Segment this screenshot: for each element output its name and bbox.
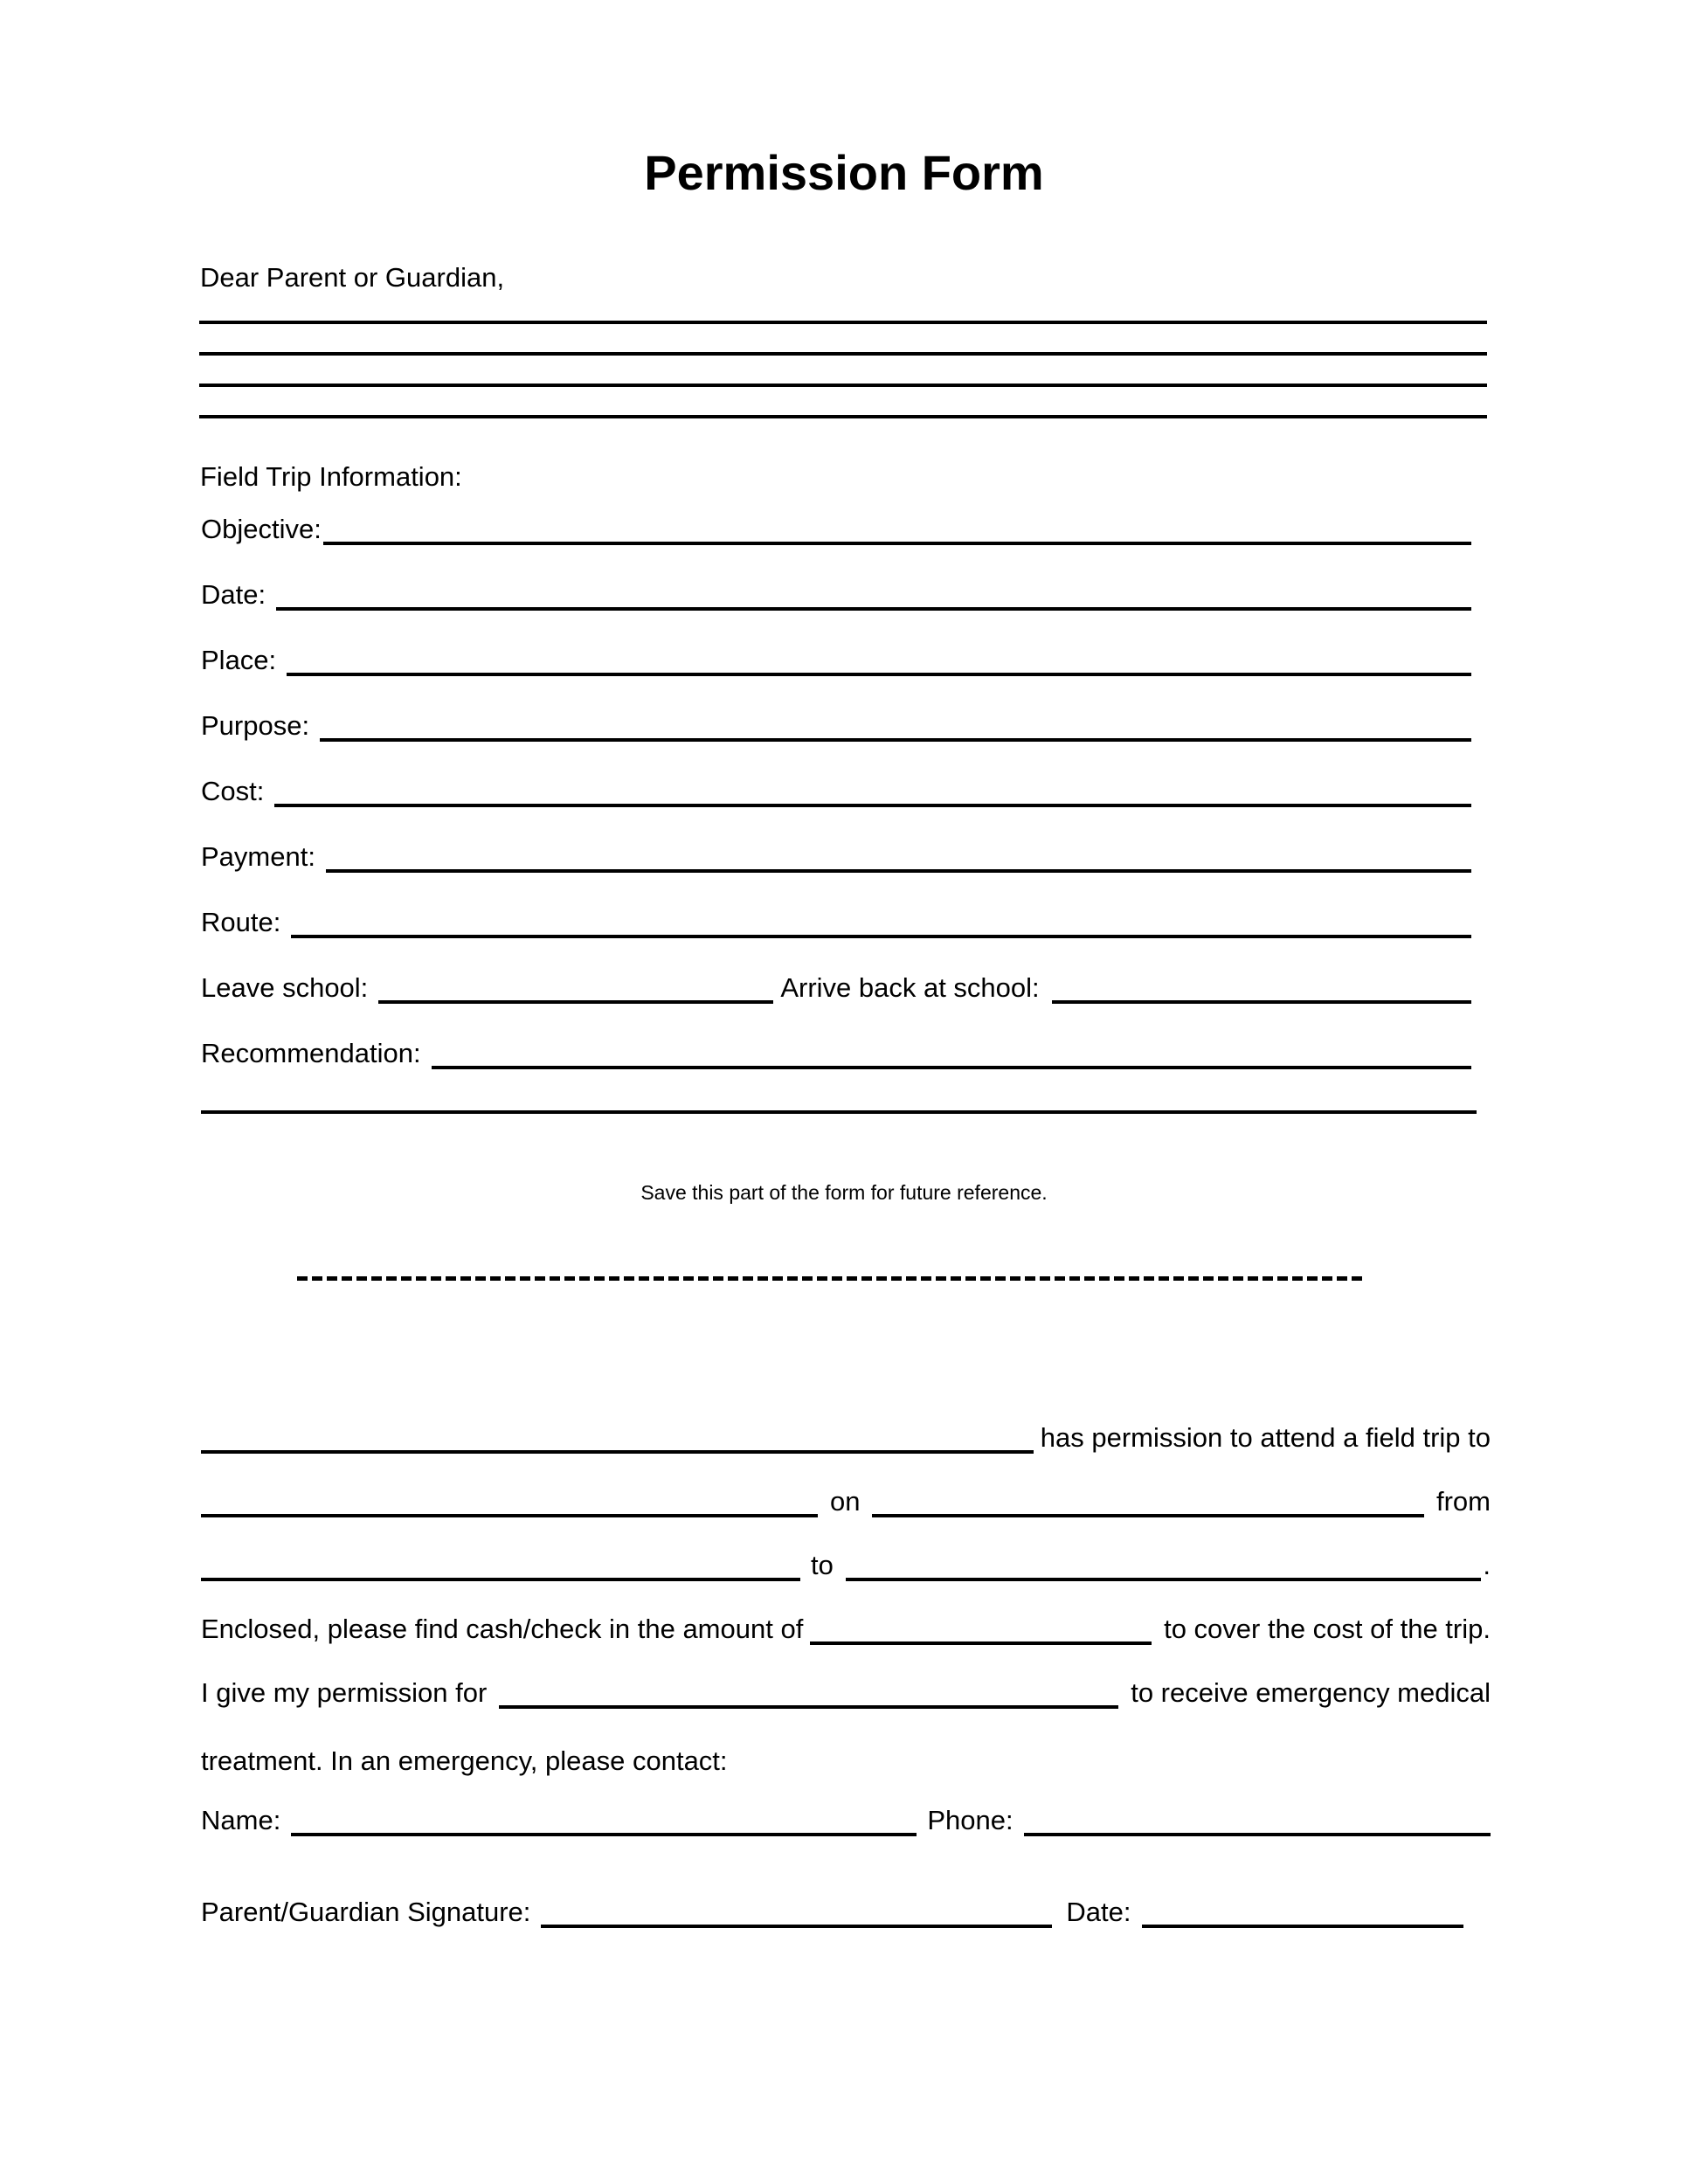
- on-word: on: [830, 1486, 861, 1517]
- from-word: from: [1436, 1486, 1491, 1517]
- contact-phone-blank[interactable]: [1024, 1801, 1491, 1836]
- enclosed-before-text: Enclosed, please find cash/check in the amount of: [201, 1614, 804, 1645]
- objective-row: [201, 510, 1471, 545]
- medical-before-text: I give my permission for: [201, 1677, 488, 1709]
- place-row: [201, 641, 1471, 676]
- save-note: Save this part of the form for future reference.: [640, 1181, 1048, 1204]
- cost-label: Cost:: [201, 776, 265, 807]
- signature-label: Parent/Guardian Signature:: [201, 1897, 531, 1928]
- arrive-back-field-blank[interactable]: [1052, 969, 1471, 1004]
- objective-label: Objective:: [201, 514, 322, 545]
- salutation: Dear Parent or Guardian,: [200, 262, 505, 293]
- page-title: Permission Form: [644, 145, 1044, 200]
- recommendation-label: Recommendation:: [201, 1038, 421, 1069]
- destination-blank[interactable]: [201, 1482, 818, 1517]
- cost-field-blank[interactable]: [274, 772, 1471, 807]
- signature-date-blank[interactable]: [1142, 1893, 1463, 1928]
- place-label: Place:: [201, 645, 277, 676]
- field-trip-heading: Field Trip Information:: [200, 461, 462, 492]
- medical-permission-row: [201, 1674, 1491, 1709]
- recommendation-field-blank[interactable]: [432, 1034, 1471, 1069]
- to-word: to: [811, 1550, 834, 1581]
- permission-line-text: has permission to attend a field trip to: [1040, 1422, 1491, 1454]
- route-row: [201, 903, 1471, 938]
- dashed-divider: [297, 1276, 1363, 1281]
- amount-blank[interactable]: [810, 1610, 1152, 1645]
- arrive-back-label: Arrive back at school:: [780, 972, 1040, 1004]
- letter-blank-line-1[interactable]: [199, 321, 1487, 324]
- route-label: Route:: [201, 907, 281, 938]
- end-time-blank[interactable]: [846, 1546, 1482, 1581]
- letter-blank-line-3[interactable]: [199, 384, 1487, 387]
- payment-row: [201, 838, 1471, 873]
- recommendation-continuation-blank[interactable]: [201, 1110, 1477, 1114]
- payment-label: Payment:: [201, 841, 315, 873]
- medical-child-name-blank[interactable]: [499, 1674, 1118, 1709]
- leave-school-label: Leave school:: [201, 972, 369, 1004]
- sentence-period: .: [1483, 1550, 1491, 1581]
- permission-line-row: [201, 1419, 1491, 1454]
- date-label: Date:: [201, 579, 266, 611]
- date-label: Date:: [1066, 1897, 1131, 1928]
- medical-after-text: to receive emergency medical: [1131, 1677, 1491, 1709]
- time-range-row: [201, 1546, 1491, 1581]
- date-row: [201, 576, 1471, 611]
- destination-date-row: [201, 1482, 1491, 1517]
- place-field-blank[interactable]: [287, 641, 1471, 676]
- letter-blank-line-4[interactable]: [199, 415, 1487, 418]
- purpose-label: Purpose:: [201, 710, 310, 742]
- signature-blank[interactable]: [541, 1893, 1052, 1928]
- contact-name-blank[interactable]: [291, 1801, 917, 1836]
- objective-field-blank[interactable]: [323, 510, 1471, 545]
- enclosed-row: [201, 1610, 1491, 1645]
- trip-date-blank[interactable]: [872, 1482, 1424, 1517]
- cost-row: [201, 772, 1471, 807]
- signature-row: [201, 1893, 1491, 1928]
- recommendation-row: [201, 1034, 1471, 1069]
- leave-school-field-blank[interactable]: [378, 969, 773, 1004]
- purpose-field-blank[interactable]: [320, 707, 1471, 742]
- leave-arrive-row: [201, 969, 1471, 1004]
- date-field-blank[interactable]: [276, 576, 1471, 611]
- letter-blank-line-2[interactable]: [199, 352, 1487, 356]
- route-field-blank[interactable]: [291, 903, 1471, 938]
- payment-field-blank[interactable]: [326, 838, 1471, 873]
- start-time-blank[interactable]: [201, 1546, 800, 1581]
- emergency-contact-row: [201, 1801, 1491, 1836]
- name-label: Name:: [201, 1805, 281, 1836]
- phone-label: Phone:: [927, 1805, 1013, 1836]
- student-name-blank[interactable]: [201, 1419, 1034, 1454]
- purpose-row: [201, 707, 1471, 742]
- enclosed-after-text: to cover the cost of the trip.: [1164, 1614, 1491, 1645]
- treatment-line: treatment. In an emergency, please contact:: [201, 1745, 728, 1776]
